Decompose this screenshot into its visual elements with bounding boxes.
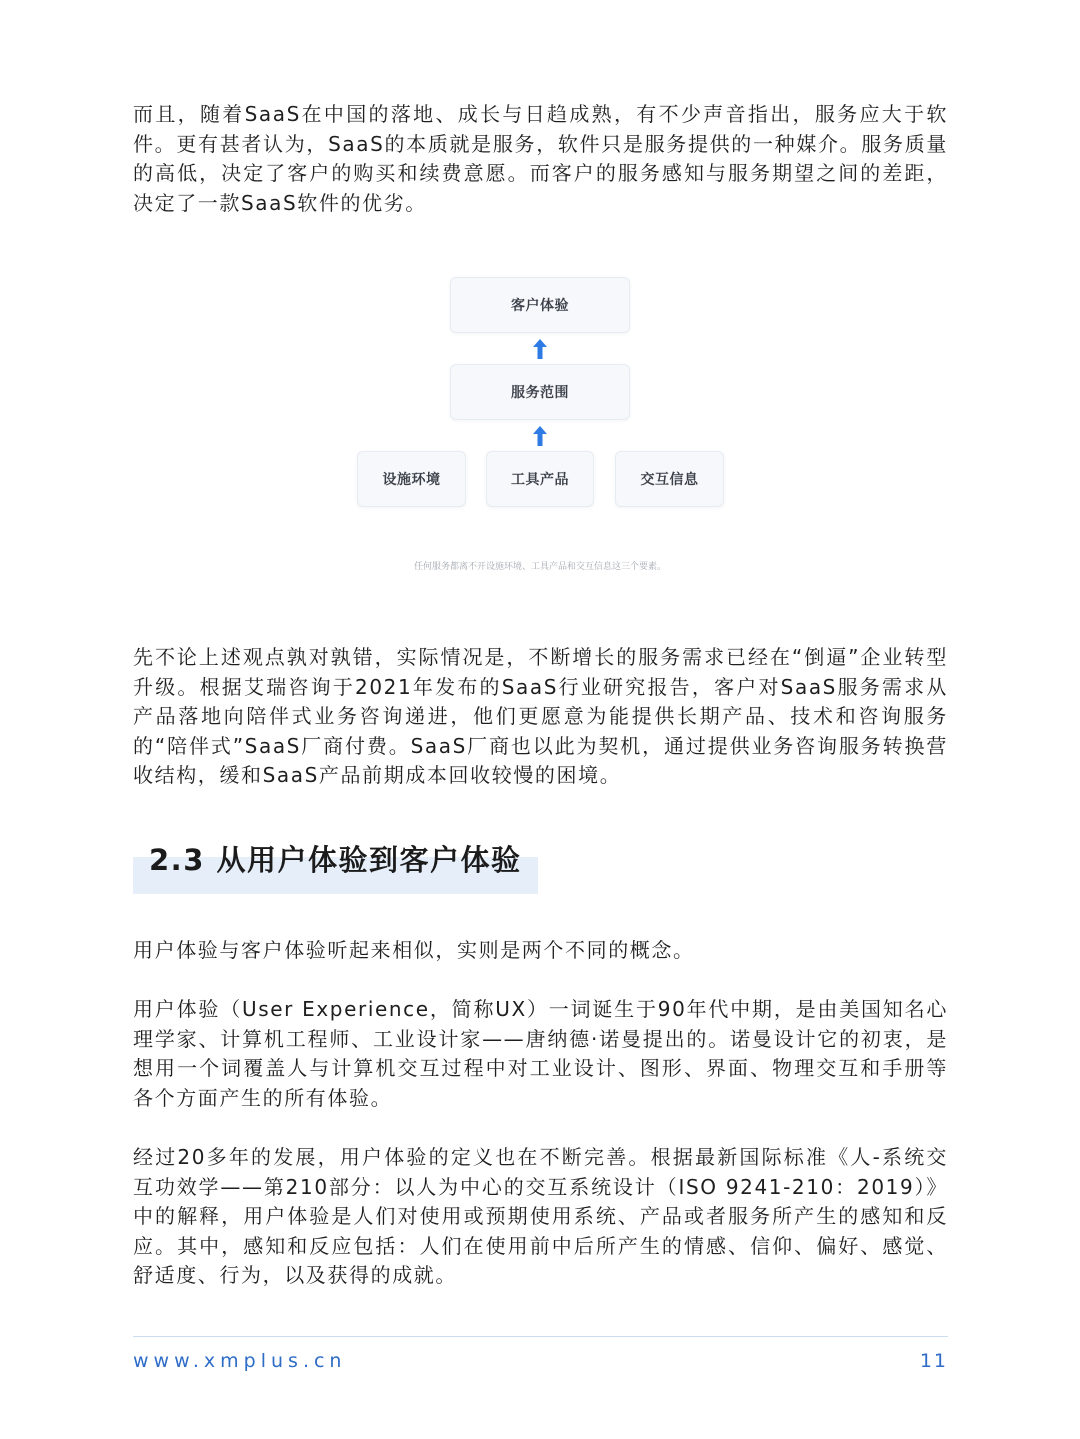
arrow-up-icon (533, 426, 547, 446)
diagram-caption: 任何服务都离不开设施环境、工具产品和交互信息这三个要素。 (413, 562, 666, 572)
paragraph-saas-service: 而且，随着SaaS在中国的落地、成长与日趋成熟，有不少声音指出，服务应大于软件。更有甚者认为，SaaS的本质就是服务，软件只是服务提供的一种媒介。服务质量的高低，决定了客户的购买和续费意愿。而客户的服务感知与服务期望之间的差距，决定了一款SaaS软件的优劣。 (133, 102, 948, 215)
node-customer-experience: 客户体验 (450, 277, 630, 333)
section-heading: 2.3 从用户体验到客户体验 (149, 843, 522, 877)
paragraph-ux-origin: 用户体验（User Experience，简称UX）一词诞生于90年代中期，是由美国知名心理学家、计算机工程师、工业设计家——唐纳德·诺曼提出的。诺曼设计它的初衷，是想用一个词覆盖人与计算机交互过程中对工业设计、图形、界面、物理交互和手册等各个方面产生的所有体验。 (133, 997, 948, 1110)
paragraph-ux-definition: 经过20多年的发展，用户体验的定义也在不断完善。根据最新国际标准《人-系统交互功效学——第210部分：以人为中心的交互系统设计（ISO 9241-210：2019）》中的解释，用户体验是人们对使用或预期使用系统、产品或者服务所产生的感知和反应。其中，感知和反应包括：人们在使用前中后所产生的情感、信仰、偏好、感觉、舒适度、行为，以及获得的成就。 (133, 1145, 948, 1287)
paragraph-ux-cx-intro: 用户体验与客户体验听起来相似，实则是两个不同的概念。 (133, 938, 695, 962)
node-interaction-info: 交互信息 (615, 451, 724, 507)
node-facility-environment: 设施环境 (357, 451, 466, 507)
arrow-up-icon (533, 339, 547, 359)
node-tool-product: 工具产品 (486, 451, 594, 507)
node-service-scope: 服务范围 (450, 364, 630, 420)
paragraph-service-demand: 先不论上述观点孰对孰错，实际情况是，不断增长的服务需求已经在“倒逼”企业转型升级。根据艾瑞咨询于2021年发布的SaaS行业研究报告，客户对SaaS服务需求从产品落地向陪伴式业务咨询递进，他们更愿意为能提供长期产品、技术和咨询服务的“陪伴式”SaaS厂商付费。SaaS厂商也以此为契机，通过提供业务咨询服务转换营收结构，缓和SaaS产品前期成本回收较慢的困境。 (133, 645, 948, 787)
page-number: 11 (919, 1350, 948, 1372)
footer-divider (133, 1336, 948, 1337)
footer-website-link[interactable]: www.xmplus.cn (133, 1350, 347, 1372)
